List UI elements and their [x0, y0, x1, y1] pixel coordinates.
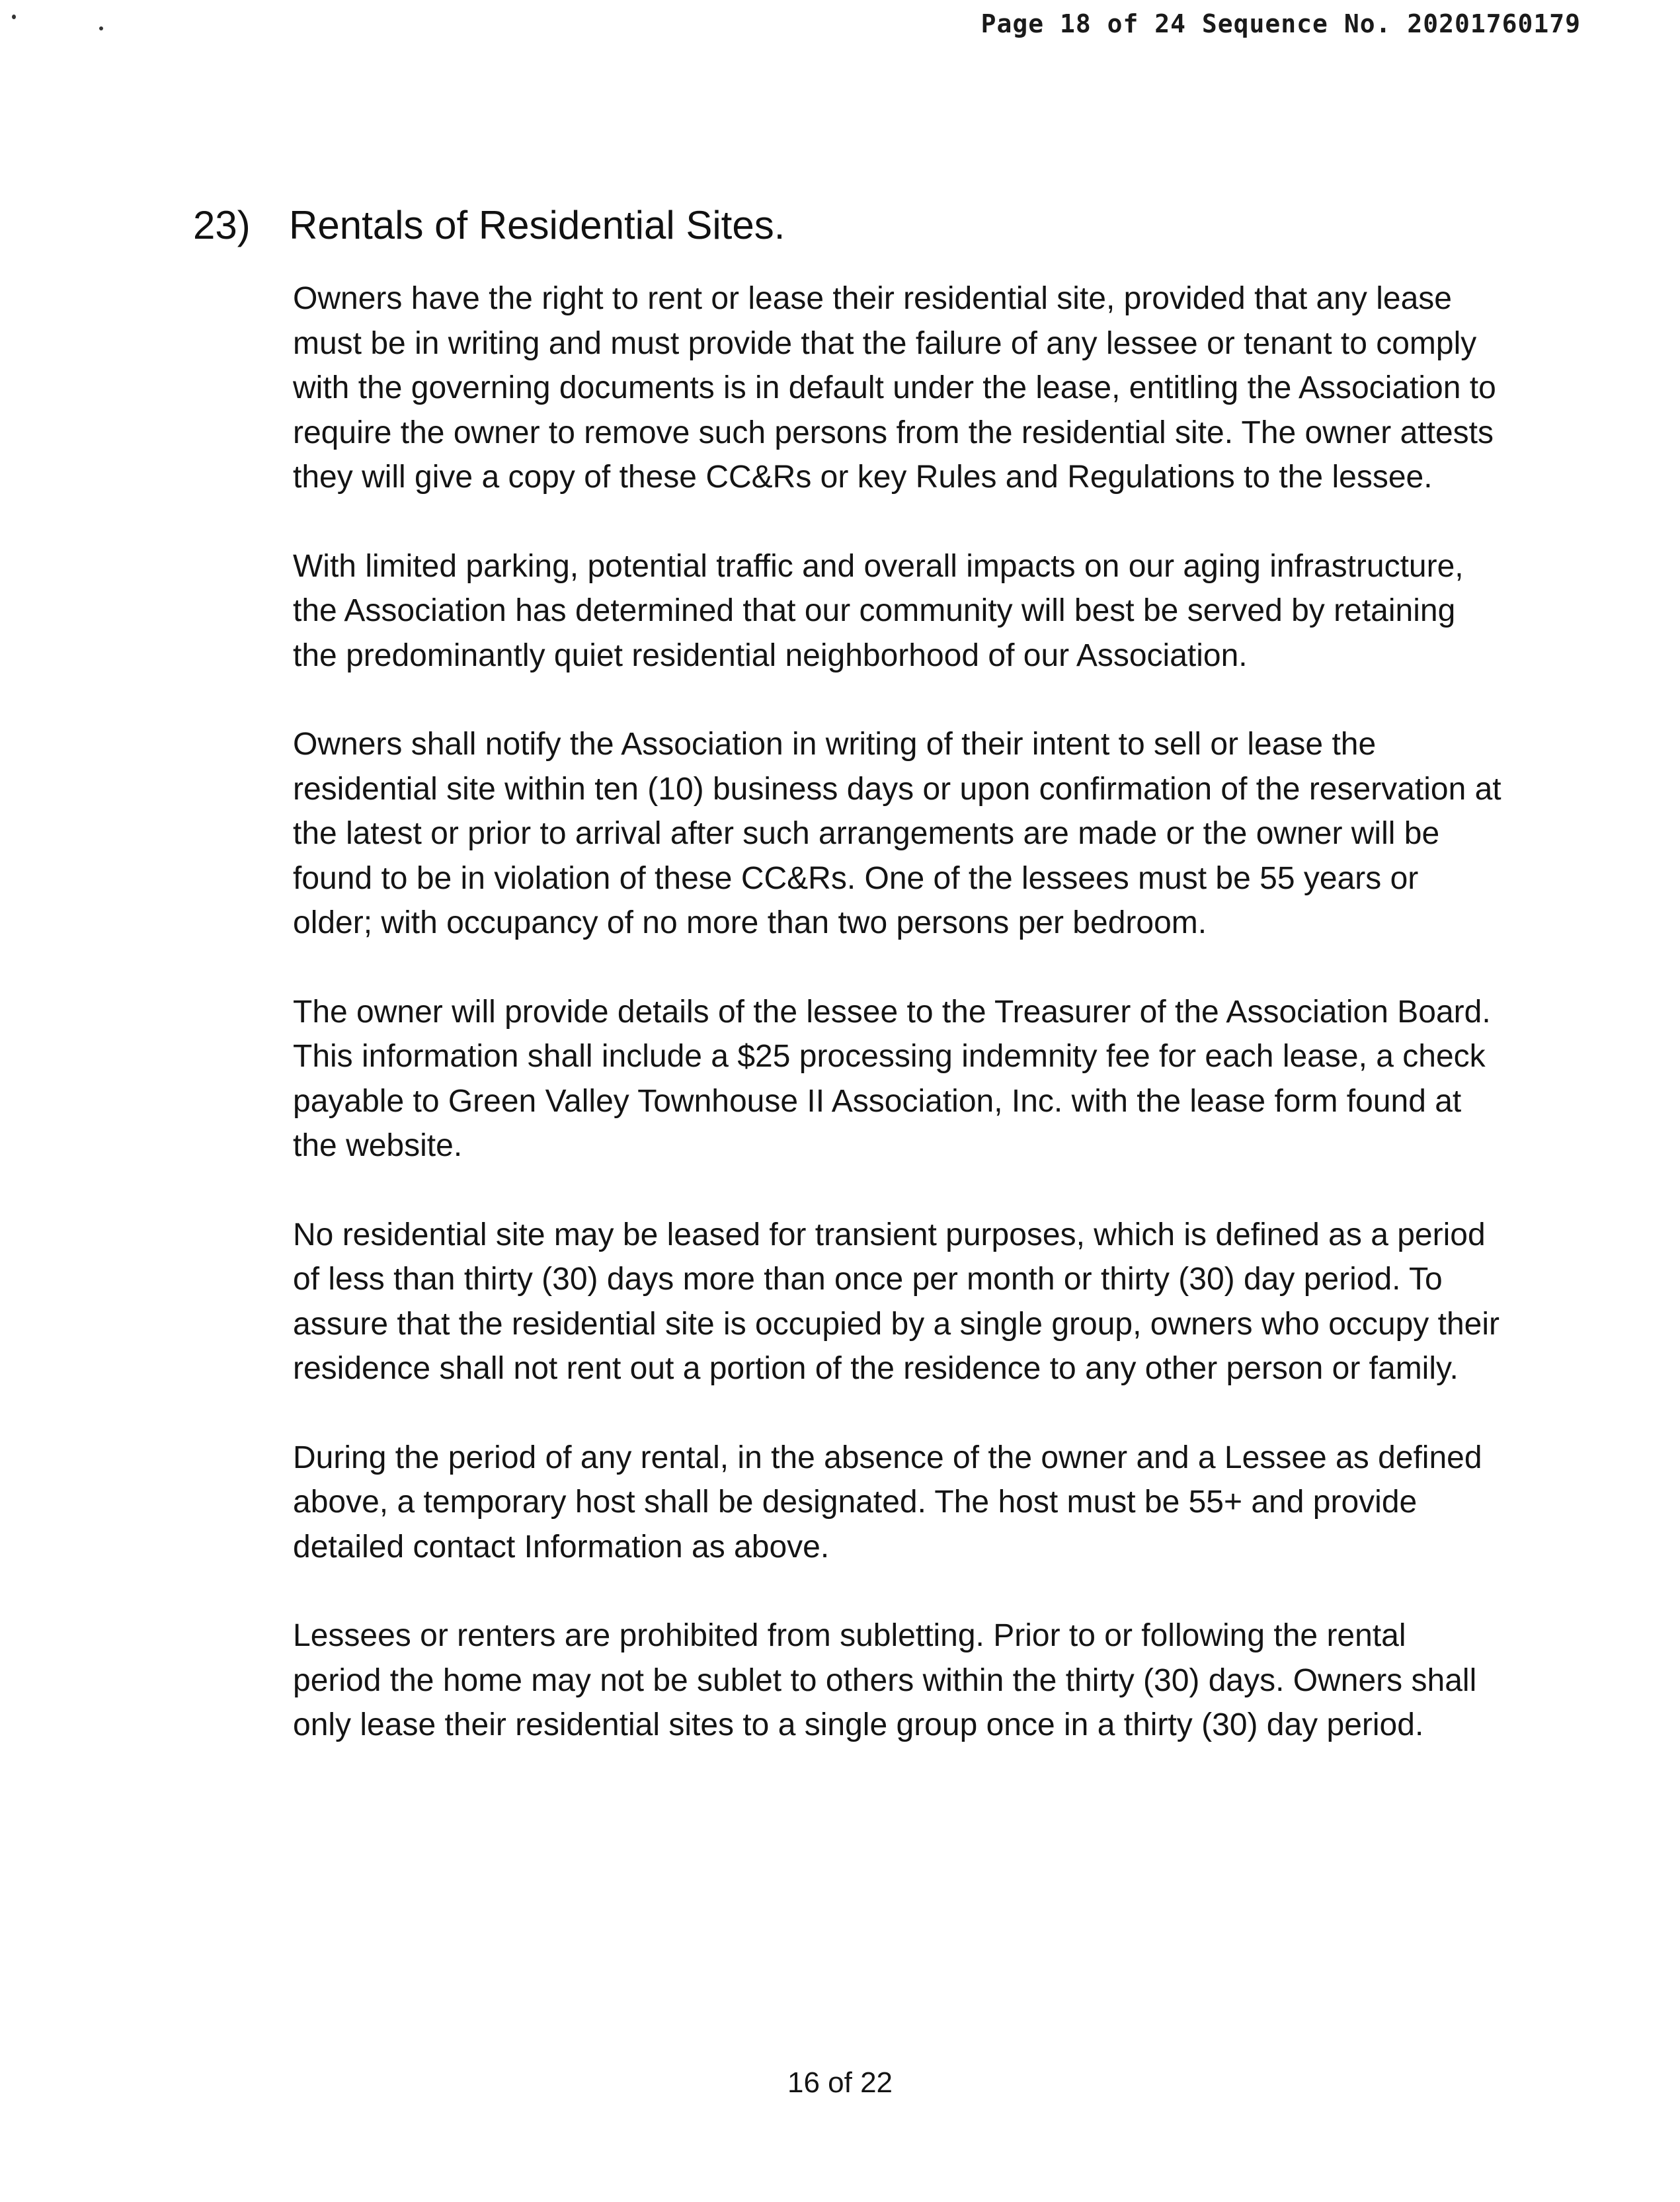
sequence-stamp: Page 18 of 24 Sequence No. 20201760179: [980, 9, 1581, 38]
paragraph-community-impact: With limited parking, potential traffic and overall impacts on our aging infrastructure, the Association has determined that our community will best be served by retaining the predominantly quiet residential neighborhood of our Association.: [293, 548, 1464, 673]
page-number: 16 of 22: [787, 2066, 893, 2099]
section-heading: [193, 202, 785, 248]
section-number: 23): [193, 203, 251, 247]
scan-speck: [99, 26, 103, 30]
paragraph-subletting: Lessees or renters are prohibited from subletting. Prior to or following the rental period the home may not be sublet to others within the thirty (30) days. Owners shall only lease their residential sites to a single group once in a thirty (30) day period.: [293, 1618, 1477, 1742]
paragraph-notification: Owners shall notify the Association in writing of their intent to sell or lease the residential site within ten (10) business days or upon confirmation of the reservation at the latest or prior to arrival after such arrangements are made or the owner will be found to be in violation of these CC&Rs. One of the lessees must be 55 years or older; with occupancy of no more than two persons per bedroom.: [293, 727, 1501, 940]
paragraph-lease-requirements: Owners have the right to rent or lease their residential site, provided that any lease must be in writing and must provide that the failure of any lessee or tenant to comply with the governing documents is in default under the lease, entitling the Association to require the owner to remove such persons from the residential site. The owner attests they will give a copy of these CC&Rs or key Rules and Regulations to the lessee.: [293, 281, 1496, 495]
scan-speck: [12, 15, 16, 19]
paragraph-lessee-details: The owner will provide details of the lessee to the Treasurer of the Association Board. This information shall include a $25 processing indemnity fee for each lease, a check payable to Green Valley Townhouse II Association, Inc. with the lease form found at the website.: [293, 994, 1491, 1163]
section-body: [293, 276, 1503, 1792]
paragraph-temporary-host: During the period of any rental, in the absence of the owner and a Lessee as defined above, a temporary host shall be designated. The host must be 55+ and provide detailed contact Information as above.: [293, 1440, 1482, 1565]
paragraph-transient-purposes: No residential site may be leased for transient purposes, which is defined as a period of less than thirty (30) days more than once per month or thirty (30) day period. To assure that the residential site is occupied by a single group, owners who occupy their residence shall not rent out a portion of the residence to any other person or family.: [293, 1217, 1500, 1386]
section-title: Rentals of Residential Sites.: [289, 203, 785, 247]
